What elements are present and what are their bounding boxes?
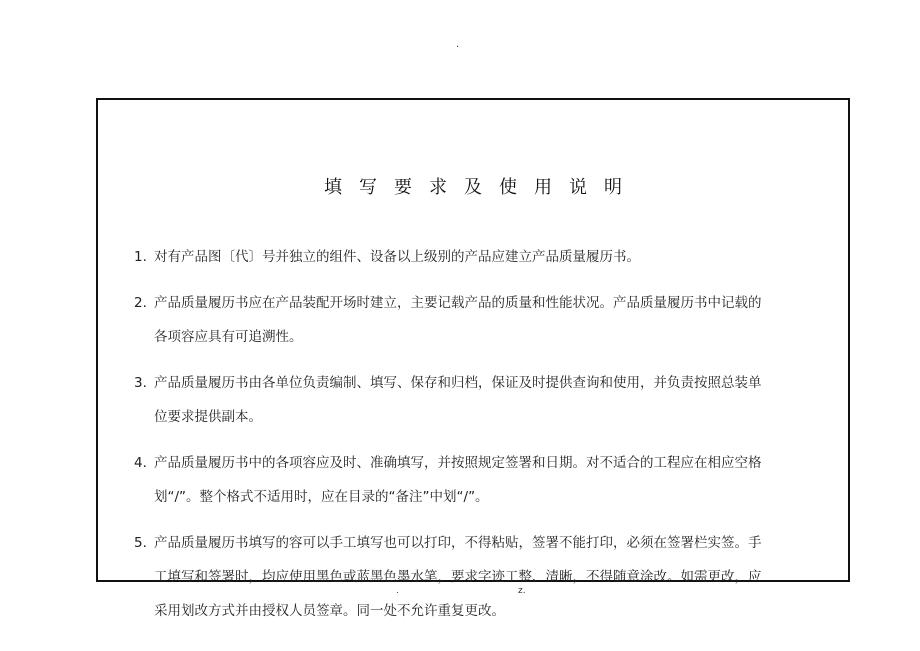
item-text [154,526,846,628]
instruction-item-2 [134,286,846,354]
item-line: 产品质量履历书由各单位负责编制、填写、保存和归档，保证及时提供查询和使用，并负责按照总装单 [154,375,762,391]
footer-right-mark: z. [518,586,526,596]
item-number: 1. [134,249,147,265]
item-text [154,286,846,354]
item-line: 划“/”。整个格式不适用时，应在目录的“备注”中划“/”。 [154,489,489,505]
document-title: 填写要求及使用说明 [324,177,639,198]
item-line: 产品质量履历书应在产品装配开场时建立，主要记载产品的质量和性能状况。产品质量履历书中记载的 [154,295,762,311]
item-line: 对有产品图〔代〕号并独立的组件、设备以上级别的产品应建立产品质量履历书。 [154,249,640,265]
instruction-item-5 [134,526,846,628]
instructions-list [134,240,846,640]
page-top-mark: . [456,39,460,50]
footer-left-mark: . [396,586,399,596]
item-line: 采用划改方式并由授权人员签章。同一处不允许重复更改。 [154,603,505,619]
item-number: 3. [134,375,147,391]
item-line: 位要求提供副本。 [154,409,262,425]
instructions-frame [96,98,850,619]
item-text [154,446,846,514]
item-number: 4. [134,455,147,471]
item-line: 产品质量履历书中的各项容应及时、准确填写，并按照规定签署和日期。对不适合的工程应在相应空格 [154,455,762,471]
item-number: 2. [134,295,147,311]
instruction-item-3 [134,366,846,434]
instruction-item-1 [134,240,846,274]
item-line: 各项容应具有可追溯性。 [154,329,303,345]
item-text [154,366,846,434]
item-line: 产品质量履历书填写的容可以手工填写也可以打印，不得粘贴，签署不能打印，必须在签署栏实签。手 [154,535,762,551]
item-line: 工填写和签署时，均应使用黑色或蓝黑色墨水笔，要求字迹工整、清晰，不得随意涂改。如需更改，应 [154,569,762,585]
item-text [154,240,846,274]
instruction-item-4 [134,446,846,514]
item-number: 5. [134,535,147,551]
